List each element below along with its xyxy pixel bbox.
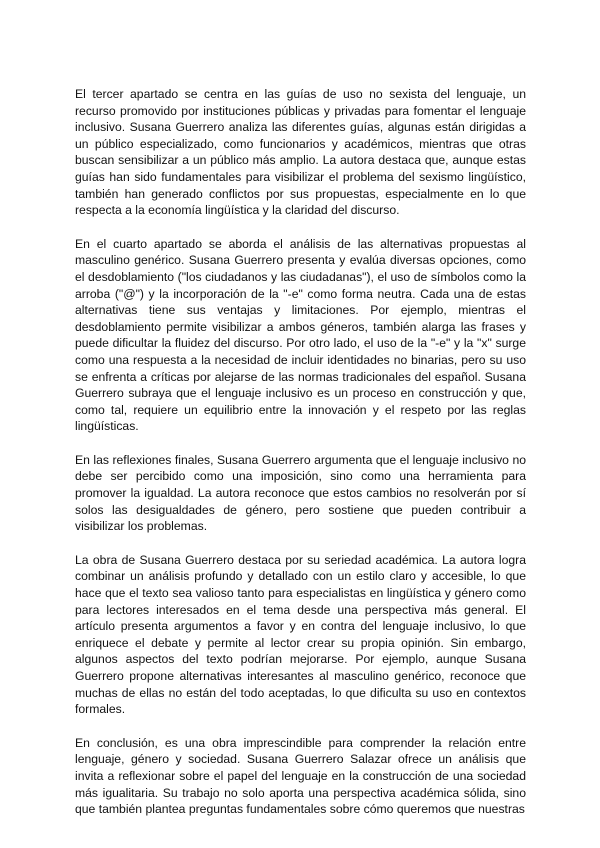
paragraph-guias-uso: El tercer apartado se centra en las guías de uso no sexista del lenguaje, un recurso promovido por instituciones públicas y privadas para fomentar el lenguaje inclusivo. Susana Guerrero analiza las diferentes guías, algunas están dirigidas a un público especializado, como funcionarios y académicos, mientras que otras buscan sensibilizar a un público más amplio. La autora destaca que, aunque estas guías han sido fundamentales para visibilizar el problema del sexismo lingüístico, también han generado conflictos por sus propuestas, especialmente en lo que respecta a la economía lingüística y la claridad del discurso.: [75, 87, 526, 218]
paragraph-valoracion-obra: La obra de Susana Guerrero destaca por su seriedad académica. La autora logra combinar un análisis profundo y detallado con un estilo claro y accesible, lo que hace que el texto sea valioso tanto para especialistas en lingüística y género como para lectores interesados en el tema desde una perspectiva más general. El artículo presenta argumentos a favor y en contra del lenguaje inclusivo, lo que enriquece el debate y permite al lector crear su propia opinión. Sin embargo, algunos aspectos del texto podrían mejorarse. Por ejemplo, aunque Susana Guerrero propone alternativas interesantes al masculino genérico, reconoce que muchas de ellas no están del todo aceptadas, lo que dificulta su uso en contextos formales.: [75, 552, 526, 717]
document-body: [75, 86, 526, 835]
paragraph-reflexiones-finales: En las reflexiones finales, Susana Guerrero argumenta que el lenguaje inclusivo no debe ser percibido como una imposición, sino como una herramienta para promover la igualdad. La autora reconoce que estos cambios no resolverán por sí solos las desigualdades de género, pero sostiene que pueden contribuir a visibilizar los problemas.: [75, 452, 526, 534]
paragraph-alternativas: En el cuarto apartado se aborda el análisis de las alternativas propuestas al masculino genérico. Susana Guerrero presenta y evalúa diversas opciones, como el desdoblamiento ("los ciudadanos y las ciudadanas"), el uso de símbolos como la arroba ("@") y la incorporación de la "-e" como forma neutra. Cada una de estas alternativas tiene sus ventajas y limitaciones. Por ejemplo, mientras el desdoblamiento permite visibilizar a ambos géneros, también alarga las frases y puede dificultar la fluidez del discurso. Por otro lado, el uso de la "-e" y la "x" surge como una respuesta a la necesidad de incluir identidades no binarias, pero su uso se enfrenta a críticas por alejarse de las normas tradicionales del español. Susana Guerrero subraya que el lenguaje inclusivo es un proceso en construcción y que, como tal, requiere un equilibrio entre la innovación y el respeto por las reglas lingüísticas.: [75, 236, 526, 434]
paragraph-conclusion: En conclusión, es una obra imprescindible para comprender la relación entre lenguaje, género y sociedad. Susana Guerrero Salazar ofrece un análisis que invita a reflexionar sobre el papel del lenguaje en la construcción de una sociedad más igualitaria. Su trabajo no solo aporta una perspectiva académica sólida, sino que también plantea preguntas fundamentales sobre cómo queremos que nuestras: [75, 735, 526, 817]
